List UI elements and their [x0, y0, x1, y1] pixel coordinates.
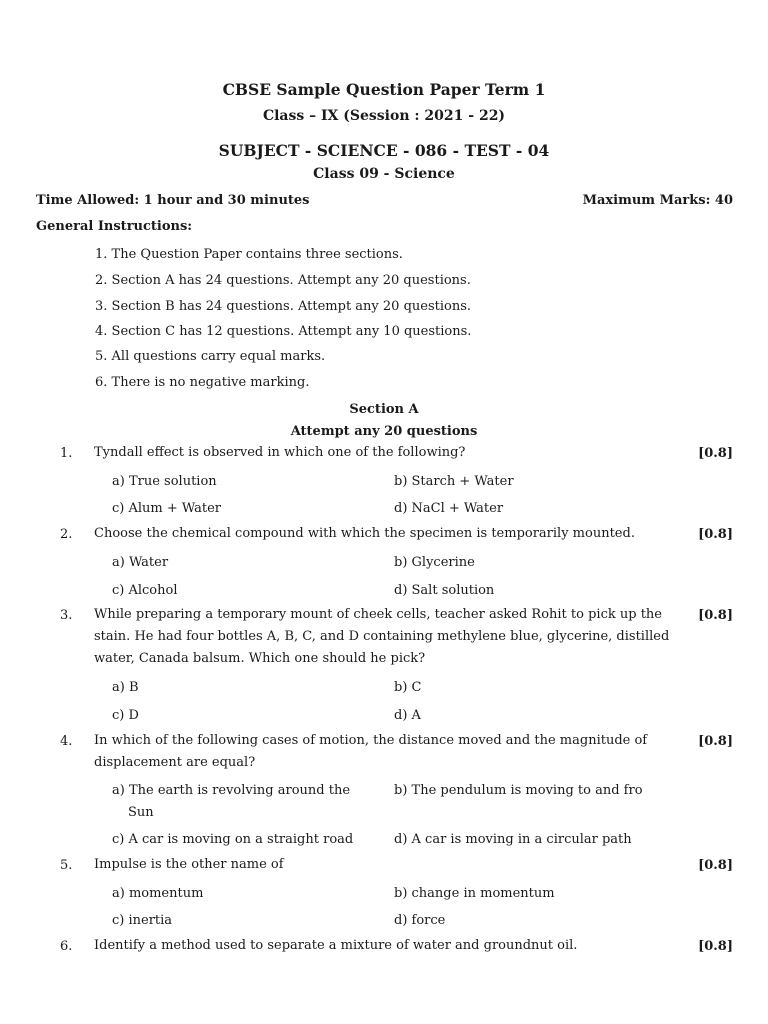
instruction-item: 2. Section A has 24 questions. Attempt any 20 questions.: [95, 273, 471, 288]
subject-line: SUBJECT - SCIENCE - 086 - TEST - 04: [218, 141, 550, 160]
question-text: In which of the following cases of motion, the distance moved and the magnitude of displacement are equal?: [94, 733, 648, 770]
question-marks: [0.8]: [698, 608, 733, 623]
option-b: b) The pendulum is moving to and fro: [394, 783, 643, 798]
option-d: d) NaCl + Water: [394, 501, 504, 516]
option-c: c) inertia: [112, 913, 173, 928]
time-allowed: Time Allowed: 1 hour and 30 minutes: [36, 193, 310, 208]
option-b: b) Starch + Water: [394, 474, 514, 489]
question-marks: [0.8]: [698, 734, 733, 749]
instruction-item: 6. There is no negative marking.: [95, 375, 310, 390]
option-c: c) A car is moving on a straight road: [112, 832, 354, 847]
option-b: b) Glycerine: [394, 555, 475, 570]
question-number: 6.: [60, 939, 73, 954]
question-number: 5.: [60, 858, 73, 873]
question-marks: [0.8]: [698, 446, 733, 461]
option-c: c) Alcohol: [112, 583, 178, 598]
question-text: Tyndall effect is observed in which one of the following?: [94, 445, 466, 460]
question-number: 2.: [60, 527, 73, 542]
question-text: Impulse is the other name of: [94, 857, 284, 872]
instruction-item: 3. Section B has 24 questions. Attempt any 20 questions.: [95, 299, 472, 314]
paper-title: CBSE Sample Question Paper Term 1: [222, 80, 546, 99]
option-a: a) B: [112, 680, 139, 695]
question-text: While preparing a temporary mount of cheek cells, teacher asked Rohit to pick up the stain. He had four bottles A, B, C, and D containing methylene blue, glycerine, distilled water, Canada balsum. Which one should he pick?: [94, 607, 670, 666]
option-c: c) D: [112, 708, 139, 723]
question-marks: [0.8]: [698, 939, 733, 954]
option-a: a) True solution: [112, 474, 217, 489]
question-number: 3.: [60, 608, 73, 623]
option-d: d) Salt solution: [394, 583, 495, 598]
option-a: a) Water: [112, 555, 169, 570]
option-a: a) momentum: [112, 886, 204, 901]
option-a: a) The earth is revolving around the Sun: [112, 783, 351, 820]
question-text: Choose the chemical compound with which the specimen is temporarily mounted.: [94, 526, 635, 541]
option-b: b) change in momentum: [394, 886, 555, 901]
maximum-marks: Maximum Marks: 40: [582, 193, 733, 208]
option-b: b) C: [394, 680, 422, 695]
option-c: c) Alum + Water: [112, 501, 222, 516]
option-d: d) force: [394, 913, 446, 928]
section-note: Attempt any 20 questions: [290, 424, 478, 439]
question-marks: [0.8]: [698, 858, 733, 873]
option-d: d) A car is moving in a circular path: [394, 832, 632, 847]
question-marks: [0.8]: [698, 527, 733, 542]
instruction-item: 4. Section C has 12 questions. Attempt any 10 questions.: [95, 324, 472, 339]
question-number: 4.: [60, 734, 73, 749]
question-number: 1.: [60, 446, 73, 461]
instruction-item: 5. All questions carry equal marks.: [95, 349, 326, 364]
section-name: Section A: [349, 402, 419, 417]
class-subject: Class 09 - Science: [313, 166, 455, 182]
question-text: Identify a method used to separate a mixture of water and groundnut oil.: [94, 938, 578, 953]
instruction-item: 1. The Question Paper contains three sections.: [95, 247, 403, 262]
class-session: Class – IX (Session : 2021 - 22): [262, 108, 506, 124]
option-d: d) A: [394, 708, 421, 723]
instructions-heading: General Instructions:: [36, 219, 193, 234]
